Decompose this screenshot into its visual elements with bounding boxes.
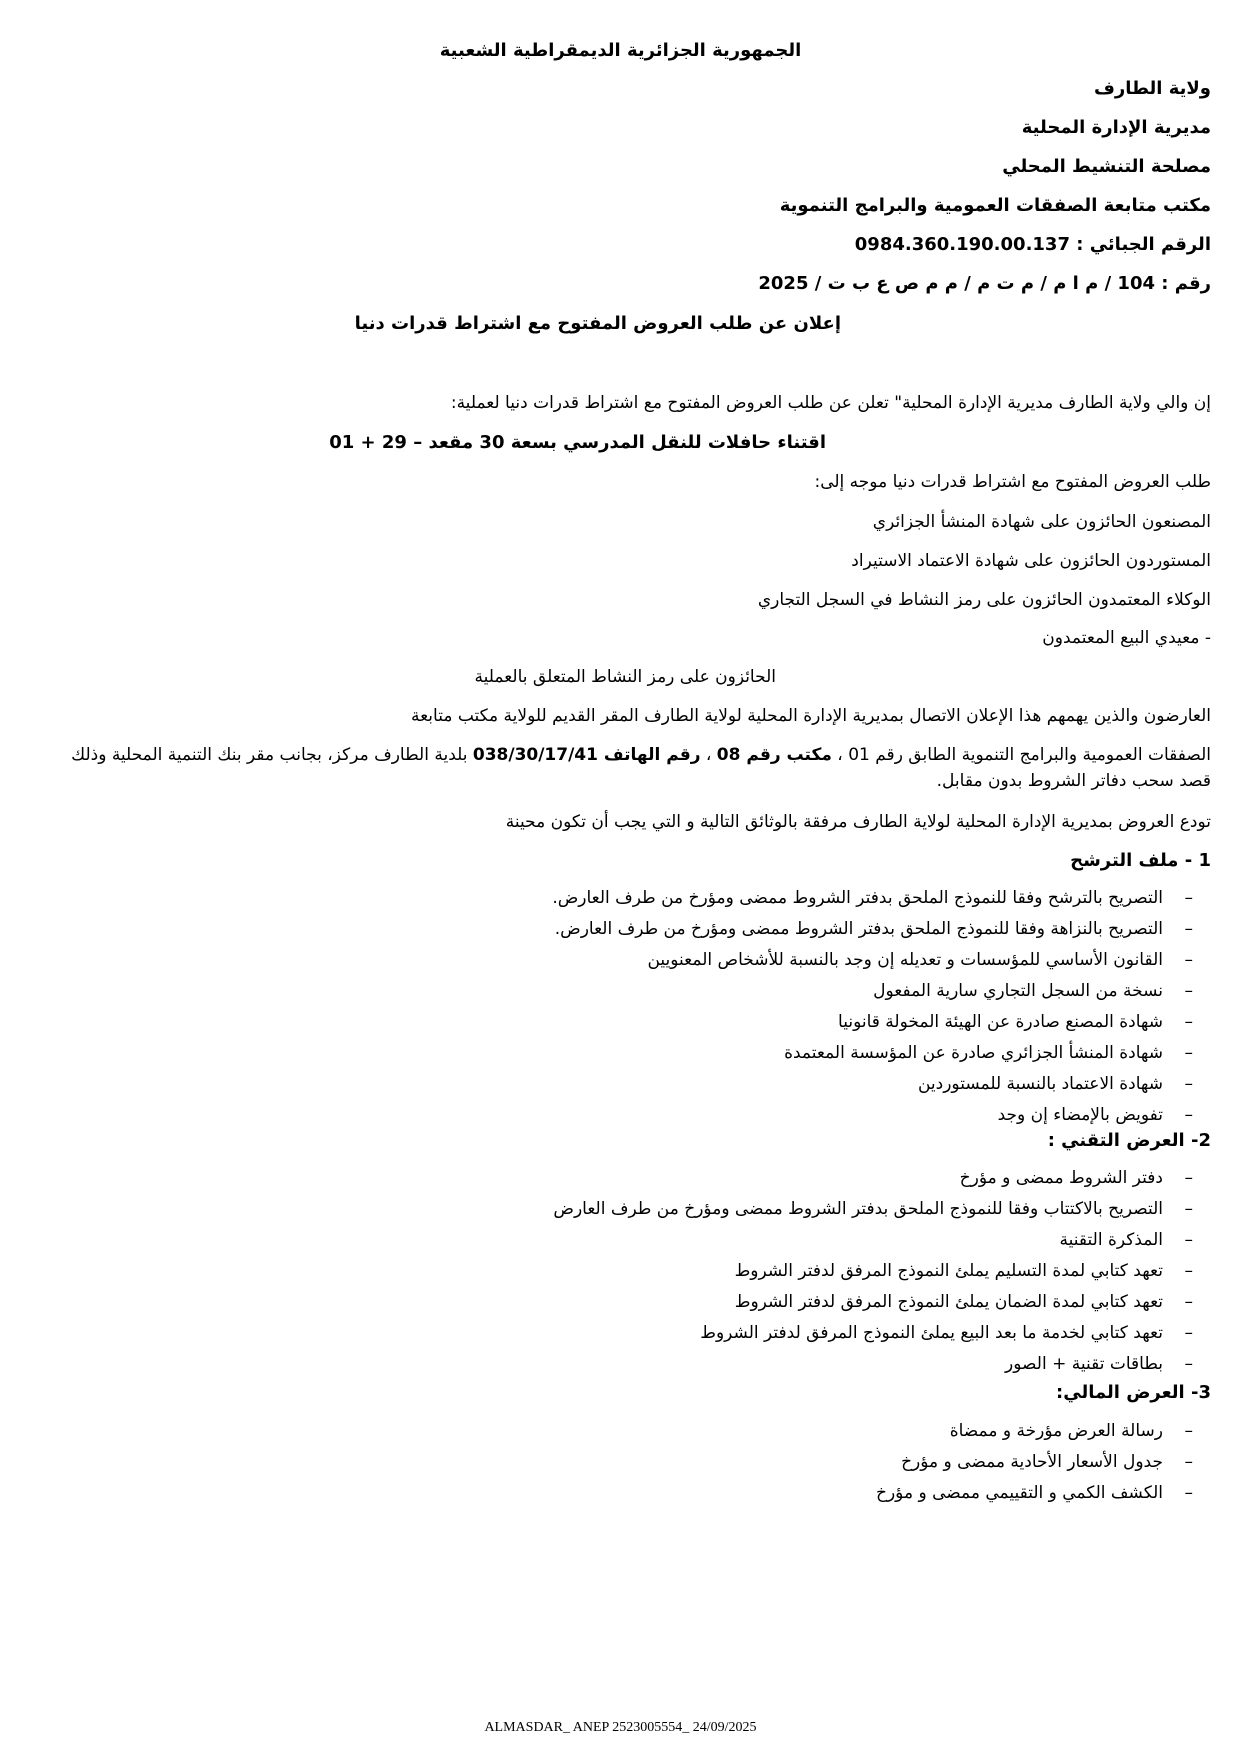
wilaya-name: ولاية الطارف [1093, 78, 1211, 99]
dash-icon: – [1184, 1452, 1193, 1472]
list-item-text: دفتر الشروط ممضى و مؤرخ [959, 1168, 1163, 1188]
list-item [876, 1416, 1211, 1447]
contact-line-1: العارضون والذين يهمهم هذا الإعلان الاتصال بمديرية الإدارة المحلية لولاية الطارف المقر القديم للولاية مكتب متابعة [410, 706, 1211, 726]
list-item [553, 1163, 1211, 1194]
dash-icon: – [1184, 1168, 1193, 1188]
directorate-name: مديرية الإدارة المحلية [1021, 117, 1211, 138]
list-item-text: شهادة الاعتماد بالنسبة للمستوردين [917, 1074, 1163, 1094]
list-item [552, 1100, 1211, 1131]
contact-line-3: قصد سحب دفاتر الشروط بدون مقابل. [936, 771, 1211, 791]
list-item-text: التصريح بالترشح وفقا للنموذج الملحق بدفتر الشروط ممضى ومؤرخ من طرف العارض. [552, 888, 1163, 908]
audience-item: المستوردون الحائزون على شهادة الاعتماد الاستيراد [851, 551, 1211, 571]
list-item [553, 1318, 1211, 1349]
list-item-text: نسخة من السجل التجاري سارية المفعول [873, 981, 1163, 1001]
audience-intro: طلب العروض المفتوح مع اشتراط قدرات دنيا موجه إلى: [814, 472, 1211, 492]
audience-item: - معيدي البيع المعتمدون [1042, 628, 1211, 648]
list-item-text: جدول الأسعار الأحادية ممضى و مؤرخ [901, 1452, 1163, 1472]
tax-id: الرقم الجبائي : 0984.360.190.00.137 [854, 234, 1211, 255]
section-heading-financial: 3- العرض المالي: [1056, 1382, 1211, 1403]
list-item [552, 945, 1211, 976]
contact-office: مكتب رقم 08 [716, 745, 832, 765]
list-item [552, 976, 1211, 1007]
financial-list [876, 1416, 1211, 1509]
dash-icon: – [1184, 1043, 1193, 1063]
technical-list [553, 1163, 1211, 1380]
list-item-text: تعهد كتابي لخدمة ما بعد البيع يملئ النموذج المرفق لدفتر الشروط [700, 1323, 1163, 1343]
list-item-text: بطاقات تقنية + الصور [1005, 1354, 1163, 1374]
dash-icon: – [1184, 1323, 1193, 1343]
dash-icon: – [1184, 1261, 1193, 1281]
dash-icon: – [1184, 888, 1193, 908]
service-name: مصلحة التنشيط المحلي [1002, 156, 1211, 177]
dash-icon: – [1184, 1105, 1193, 1125]
list-item [552, 1007, 1211, 1038]
list-item [552, 914, 1211, 945]
list-item [553, 1225, 1211, 1256]
list-item-text: شهادة المصنع صادرة عن الهيئة المخولة قانونيا [838, 1012, 1163, 1032]
list-item [552, 1038, 1211, 1069]
dash-icon: – [1184, 981, 1193, 1001]
list-item-text: رسالة العرض مؤرخة و ممضاة [949, 1421, 1163, 1441]
list-item-text: تعهد كتابي لمدة التسليم يملئ النموذج المرفق لدفتر الشروط [734, 1261, 1163, 1281]
reference-number: رقم : 104 / م ا م / م ت م / م م ص ع ب ت / 2025 [758, 273, 1211, 294]
list-item-text: شهادة المنشأ الجزائري صادرة عن المؤسسة المعتمدة [784, 1043, 1163, 1063]
contact-phone: رقم الهاتف 038/30/17/41 [472, 745, 701, 765]
dash-icon: – [1184, 1012, 1193, 1032]
contact-line-2 [60, 745, 1211, 765]
list-item [876, 1478, 1211, 1509]
list-item [553, 1287, 1211, 1318]
list-item [553, 1256, 1211, 1287]
publication-footer: ALMASDAR_ ANEP 2523005554_ 24/09/2025 [484, 1720, 757, 1735]
contact-separator: ، [700, 745, 717, 765]
list-item-text: الكشف الكمي و التقييمي ممضى و مؤرخ [876, 1483, 1163, 1503]
dash-icon: – [1184, 950, 1193, 970]
list-item [876, 1447, 1211, 1478]
audience-item: الوكلاء المعتمدون الحائزون على رمز النشاط في السجل التجاري [757, 590, 1211, 610]
republic-title: الجمهورية الجزائرية الديمقراطية الشعبية [439, 40, 802, 61]
dash-icon: – [1184, 1074, 1193, 1094]
dash-icon: – [1184, 1292, 1193, 1312]
list-item-text: تعهد كتابي لمدة الضمان يملئ النموذج المرفق لدفتر الشروط [734, 1292, 1163, 1312]
list-item-text: المذكرة التقنية [1059, 1230, 1163, 1250]
dash-icon: – [1184, 1230, 1193, 1250]
dash-icon: – [1184, 1354, 1193, 1374]
contact-location: بلدية الطارف مركز، بجانب مقر بنك التنمية المحلية وذلك [71, 745, 473, 765]
office-name: مكتب متابعة الصفقات العمومية والبرامج التنموية [779, 195, 1211, 216]
list-item [552, 1069, 1211, 1100]
contact-floor: الصفقات العمومية والبرامج التنموية الطابق رقم 01 ، [831, 745, 1211, 765]
list-item [553, 1349, 1211, 1380]
section-heading-technical: 2- العرض التقني : [1047, 1130, 1211, 1151]
list-item-text: القانون الأساسي للمؤسسات و تعديله إن وجد بالنسبة للأشخاص المعنويين [647, 950, 1163, 970]
dash-icon: – [1184, 1483, 1193, 1503]
list-item-text: التصريح بالاكتتاب وفقا للنموذج الملحق بدفتر الشروط ممضى ومؤرخ من طرف العارض [553, 1199, 1163, 1219]
audience-note: الحائزون على رمز النشاط المتعلق بالعملية [474, 667, 776, 687]
list-item-text: تفويض بالإمضاء إن وجد [997, 1105, 1163, 1125]
announcement-title: إعلان عن طلب العروض المفتوح مع اشتراط قدرات دنيا [354, 313, 841, 334]
deposit-text: تودع العروض بمديرية الإدارة المحلية لولاية الطارف مرفقة بالوثائق التالية و التي يجب أن تكون محينة [505, 812, 1211, 832]
operation-title: اقتناء حافلات للنقل المدرسي بسعة 30 مقعد – 29 + 01 [329, 432, 826, 453]
dash-icon: – [1184, 919, 1193, 939]
section-heading-candidacy: 1 - ملف الترشح [1070, 850, 1211, 871]
list-item-text: التصريح بالنزاهة وفقا للنموذج الملحق بدفتر الشروط ممضى ومؤرخ من طرف العارض. [554, 919, 1163, 939]
dash-icon: – [1184, 1421, 1193, 1441]
list-item [552, 883, 1211, 914]
audience-item: المصنعون الحائزون على شهادة المنشأ الجزائري [872, 512, 1211, 532]
intro-text: إن والي ولاية الطارف مديرية الإدارة المحلية" تعلن عن طلب العروض المفتوح مع اشتراط قدرات دنيا لعملية: [450, 393, 1211, 413]
list-item [553, 1194, 1211, 1225]
dash-icon: – [1184, 1199, 1193, 1219]
candidacy-list [552, 883, 1211, 1131]
